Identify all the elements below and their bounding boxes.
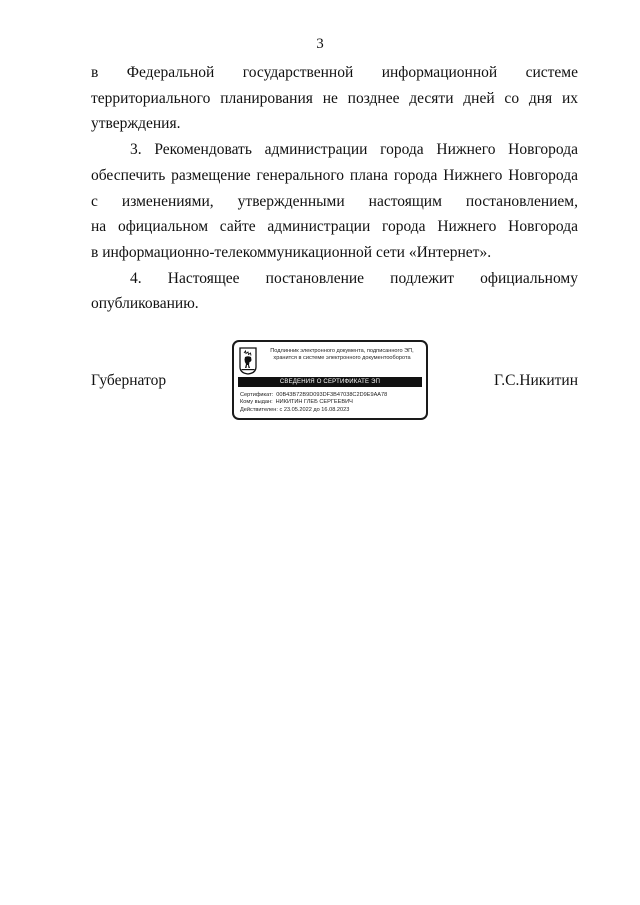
certificate-label: Сертификат: (240, 392, 274, 398)
deer-emblem-icon (239, 347, 257, 375)
paragraph-2-line-2: обеспечить размещение генерального плана города Нижнего Новгорода (91, 166, 578, 184)
issued-to-value: НИКИТИН ГЛЕБ СЕРГЕЕВИЧ (275, 399, 353, 406)
paragraph-1-line-2: территориального планирования не позднее десяти дней со дня их (91, 89, 578, 107)
signature-block (91, 340, 578, 424)
stamp-title-bar: СВЕДЕНИЯ О СЕРТИФИКАТЕ ЭП (238, 377, 422, 387)
paragraph-3-line-2: опубликованию. (91, 295, 199, 313)
paragraph-1-line-3: утверждения. (91, 115, 181, 133)
electronic-signature-stamp (232, 340, 428, 420)
stamp-header-line-1: Подлинник электронного документа, подписанного ЭП, (270, 348, 414, 354)
paragraph-3-line-1: 4. Настоящее постановление подлежит официальному (130, 269, 578, 287)
certificate-row (240, 392, 424, 399)
stamp-header-line-2: хранится в системе электронного документооборота (273, 355, 411, 361)
paragraph-1-line-1: в Федеральной государственной информационной системе (91, 64, 578, 81)
paragraph-2-line-5: в информационно-телекоммуникационной сети «Интернет». (91, 243, 492, 261)
paragraph-2-line-4: на официальном сайте администрации города Нижнего Новгорода (91, 218, 578, 236)
paragraph-2-line-1: 3. Рекомендовать администрации города Нижнего Новгорода (130, 141, 578, 159)
validity-row: Действителен: с 23.05.2022 до 16.08.2023 (240, 406, 350, 413)
stamp-certificate-details (240, 392, 424, 414)
document-body (91, 60, 578, 317)
certificate-value: 00B43B72B9D093DF3B47038C2D9E9AA78 (276, 392, 388, 398)
paragraph-2-line-3: с изменениями, утвержденными настоящим постановлением, (91, 192, 578, 210)
page-number: 3 (316, 36, 324, 52)
issued-to-row (240, 399, 424, 406)
stamp-header (260, 348, 424, 362)
paragraph-2 (91, 137, 578, 266)
paragraph-3 (91, 266, 578, 317)
signatory-role: Губернатор (91, 372, 167, 389)
issued-to-label: Кому выдан: (240, 399, 273, 406)
signatory-name: Г.С.Никитин (494, 372, 578, 389)
paragraph-1 (91, 60, 578, 137)
